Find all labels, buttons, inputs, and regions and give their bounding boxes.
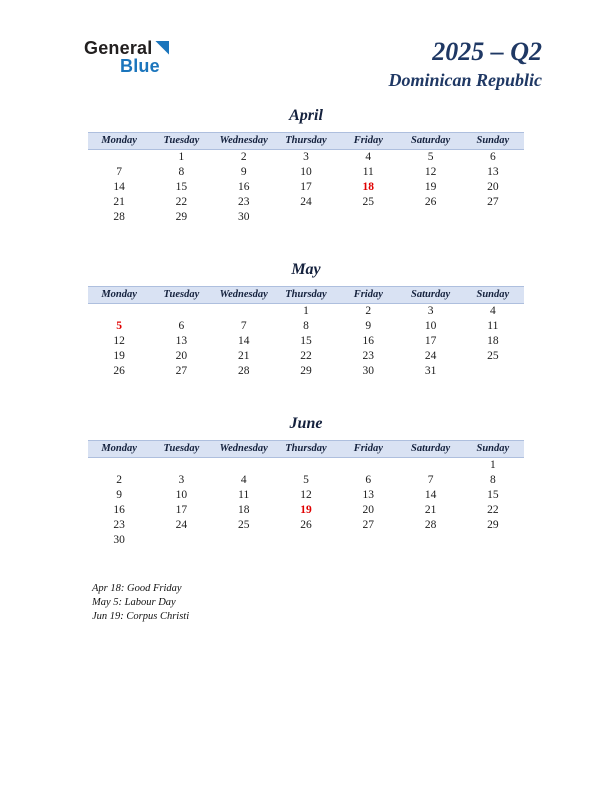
month-june: [0, 415, 612, 548]
day-header-wednesday: Wednesday: [213, 286, 275, 304]
empty-cell: [399, 458, 461, 473]
logo-text-blue: Blue: [120, 56, 160, 76]
date-cell: 10: [424, 319, 437, 332]
empty-cell: [88, 150, 150, 165]
date-cell: 29: [487, 518, 499, 531]
logo-triangle-icon: [155, 41, 169, 55]
day-header-monday: Monday: [88, 440, 150, 458]
day-header-tuesday: Tuesday: [150, 286, 212, 304]
date-cell: 15: [487, 488, 499, 501]
date-cell: 19: [113, 349, 125, 362]
date-cell: 29: [175, 210, 188, 223]
empty-cell: [150, 458, 212, 473]
date-cell: 14: [113, 180, 125, 193]
date-cell: 17: [424, 334, 437, 347]
date-cell: 22: [175, 195, 188, 208]
day-header-monday: Monday: [88, 286, 150, 304]
date-cell: 4: [240, 473, 247, 486]
date-cell: 26: [113, 364, 125, 377]
month-title: April: [289, 106, 323, 124]
empty-cell: [462, 533, 524, 548]
date-cell: 24: [300, 195, 312, 208]
date-cell: 16: [237, 180, 250, 193]
holiday-notes: [92, 582, 612, 625]
date-cell: 13: [362, 488, 375, 501]
empty-cell: [399, 533, 461, 548]
day-header-wednesday: Wednesday: [213, 440, 275, 458]
empty-cell: [399, 210, 461, 225]
date-cell: 31: [424, 364, 437, 377]
empty-cell: [150, 304, 212, 319]
date-cell: 16: [113, 503, 125, 516]
date-cell: 18: [237, 503, 250, 516]
months-container: [0, 107, 612, 548]
date-cell: 17: [300, 180, 312, 193]
empty-cell: [337, 533, 399, 548]
date-cell: 25: [237, 518, 250, 531]
day-header-friday: Friday: [337, 440, 399, 458]
date-cell: 3: [427, 304, 434, 317]
empty-cell: [150, 533, 212, 548]
date-cell: 22: [300, 349, 312, 362]
date-cell: 10: [300, 165, 312, 178]
day-header-thursday: Thursday: [275, 440, 337, 458]
month-title: May: [291, 260, 321, 278]
date-cell: 2: [240, 150, 247, 163]
day-header-sunday: Sunday: [462, 286, 524, 304]
date-cell: 8: [489, 473, 496, 486]
date-cell: 20: [487, 180, 499, 193]
date-cell: 9: [240, 165, 247, 178]
date-cell: 26: [300, 518, 312, 531]
date-cell: 21: [113, 195, 125, 208]
date-cell: 15: [175, 180, 188, 193]
date-cell: 6: [178, 319, 185, 332]
holiday-note: May 5: Labour Day: [92, 596, 176, 608]
date-cell: 30: [113, 533, 125, 546]
date-cell: 27: [175, 364, 188, 377]
date-cell: 18: [487, 334, 499, 347]
date-cell: 27: [362, 518, 375, 531]
day-header-tuesday: Tuesday: [150, 440, 212, 458]
date-cell: 9: [116, 488, 123, 501]
date-cell: 13: [487, 165, 499, 178]
date-cell: 6: [489, 150, 496, 163]
date-cell: 30: [362, 364, 375, 377]
date-cell: 12: [113, 334, 125, 347]
date-cell: 24: [175, 518, 188, 531]
month-grid: [88, 440, 524, 548]
date-cell: 20: [362, 503, 375, 516]
date-cell: 12: [300, 488, 312, 501]
date-cell: 23: [237, 195, 250, 208]
holiday-date-cell: 19: [300, 503, 312, 516]
page-title: 2025 – Q2: [432, 37, 542, 66]
day-header-sunday: Sunday: [462, 132, 524, 150]
date-cell: 6: [365, 473, 372, 486]
month-may: [0, 261, 612, 379]
date-cell: 29: [300, 364, 312, 377]
date-cell: 13: [175, 334, 188, 347]
date-cell: 27: [487, 195, 499, 208]
date-cell: 30: [237, 210, 250, 223]
date-cell: 1: [178, 150, 185, 163]
empty-cell: [88, 304, 150, 319]
date-cell: 9: [365, 319, 372, 332]
day-header-saturday: Saturday: [399, 286, 461, 304]
date-cell: 23: [362, 349, 375, 362]
general-blue-logo: [84, 38, 169, 77]
page-header: [0, 0, 612, 91]
date-cell: 25: [487, 349, 499, 362]
date-cell: 11: [487, 319, 499, 332]
date-cell: 24: [424, 349, 437, 362]
date-cell: 23: [113, 518, 125, 531]
holiday-note: Apr 18: Good Friday: [92, 582, 182, 594]
day-header-saturday: Saturday: [399, 440, 461, 458]
month-title: June: [289, 414, 323, 432]
day-header-wednesday: Wednesday: [213, 132, 275, 150]
date-cell: 7: [240, 319, 247, 332]
date-cell: 17: [175, 503, 188, 516]
date-cell: 12: [424, 165, 437, 178]
day-header-sunday: Sunday: [462, 440, 524, 458]
month-april: [0, 107, 612, 225]
date-cell: 2: [365, 304, 372, 317]
date-cell: 5: [427, 150, 434, 163]
day-header-monday: Monday: [88, 132, 150, 150]
holiday-date-cell: 18: [362, 180, 375, 193]
empty-cell: [337, 458, 399, 473]
logo-text-general: General: [84, 38, 153, 58]
date-cell: 10: [175, 488, 188, 501]
date-cell: 4: [489, 304, 496, 317]
date-cell: 11: [362, 165, 374, 178]
day-header-tuesday: Tuesday: [150, 132, 212, 150]
date-cell: 11: [238, 488, 250, 501]
page-subtitle: Dominican Republic: [388, 69, 542, 90]
empty-cell: [462, 210, 524, 225]
empty-cell: [275, 458, 337, 473]
date-cell: 2: [116, 473, 123, 486]
date-cell: 28: [424, 518, 437, 531]
date-cell: 15: [300, 334, 312, 347]
date-cell: 28: [237, 364, 250, 377]
date-cell: 7: [116, 165, 123, 178]
empty-cell: [213, 304, 275, 319]
date-cell: 22: [487, 503, 499, 516]
date-cell: 1: [303, 304, 309, 317]
date-cell: 4: [365, 150, 372, 163]
empty-cell: [213, 533, 275, 548]
date-cell: 19: [424, 180, 437, 193]
empty-cell: [213, 458, 275, 473]
day-header-thursday: Thursday: [275, 132, 337, 150]
empty-cell: [275, 533, 337, 548]
date-cell: 25: [362, 195, 375, 208]
date-cell: 7: [427, 473, 434, 486]
title-block: [388, 38, 542, 91]
empty-cell: [88, 458, 150, 473]
date-cell: 3: [178, 473, 185, 486]
date-cell: 14: [424, 488, 437, 501]
date-cell: 8: [303, 319, 309, 332]
day-header-thursday: Thursday: [275, 286, 337, 304]
date-cell: 8: [178, 165, 185, 178]
date-cell: 3: [303, 150, 309, 163]
date-cell: 20: [175, 349, 188, 362]
empty-cell: [337, 210, 399, 225]
empty-cell: [462, 364, 524, 379]
empty-cell: [275, 210, 337, 225]
day-header-saturday: Saturday: [399, 132, 461, 150]
day-header-friday: Friday: [337, 132, 399, 150]
date-cell: 16: [362, 334, 375, 347]
date-cell: 26: [424, 195, 437, 208]
day-header-friday: Friday: [337, 286, 399, 304]
date-cell: 5: [303, 473, 309, 486]
date-cell: 1: [489, 458, 496, 471]
date-cell: 21: [424, 503, 437, 516]
holiday-note: Jun 19: Corpus Christi: [92, 610, 190, 622]
holiday-date-cell: 5: [116, 319, 123, 332]
date-cell: 28: [113, 210, 125, 223]
date-cell: 21: [237, 349, 250, 362]
month-grid: [88, 286, 524, 379]
month-grid: [88, 132, 524, 225]
date-cell: 14: [237, 334, 250, 347]
